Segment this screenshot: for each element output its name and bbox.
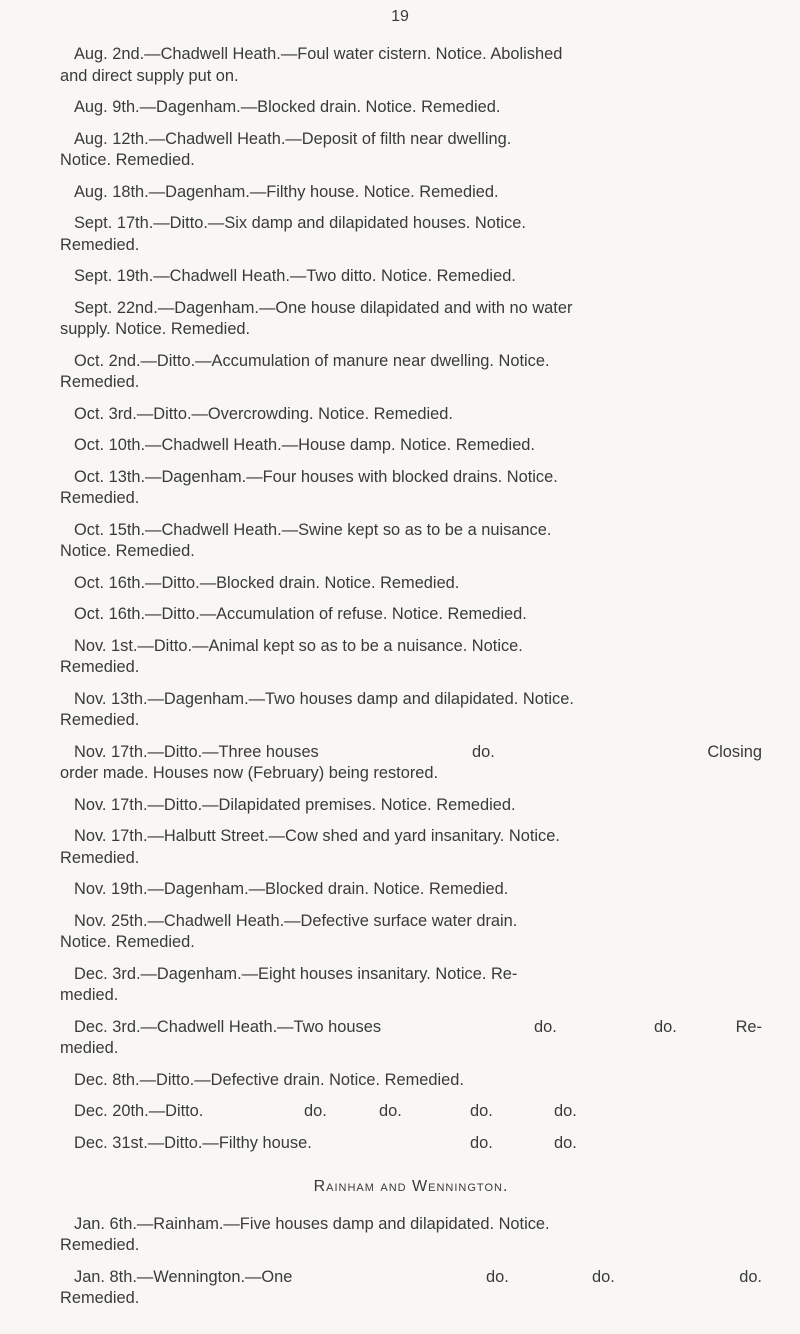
entry: [60, 467, 762, 510]
ditto-mark: do.: [554, 1102, 577, 1120]
entry-continuation: Notice. Remedied.: [60, 933, 195, 951]
entry-text: Oct. 3rd.—Ditto.—Overcrowding. Notice. Remedied.: [74, 404, 453, 423]
entry-text: Oct. 10th.—Chadwell Heath.—House damp. Notice. Remedied.: [74, 436, 535, 454]
entry-continuation: Remedied.: [60, 489, 140, 507]
ditto-mark: do.: [739, 1267, 762, 1286]
ditto-mark: do.: [470, 1133, 493, 1152]
entry-continuation: medied.: [60, 1039, 119, 1057]
entry-dec20: [60, 1101, 762, 1123]
entry-nov17-closing: [60, 742, 762, 785]
entry: [60, 182, 762, 204]
entry-jan8: [60, 1267, 762, 1310]
entry-text: Nov. 25th.—Chadwell Heath.—Defective surface water drain.: [74, 911, 518, 930]
entry-text: Oct. 13th.—Dagenham.—Four houses with blocked drains. Notice.: [74, 467, 558, 486]
entry-continuation: Remedied.: [60, 848, 140, 867]
entry: [60, 520, 762, 563]
ditto-mark: do.: [472, 742, 495, 761]
entry-continuation: Remedied.: [60, 373, 140, 391]
entry-continuation: Remedied.: [60, 1236, 140, 1254]
entry-text: Sept. 22nd.—Dagenham.—One house dilapidated and with no water: [74, 298, 573, 317]
entry-text: Nov. 13th.—Dagenham.—Two houses damp and dilapidated. Notice.: [74, 689, 574, 708]
entry-continuation: and direct supply put on.: [60, 66, 239, 85]
entry: [60, 795, 762, 817]
entry: [60, 404, 762, 426]
entry-dec31: [60, 1133, 762, 1155]
entry-text: Oct. 15th.—Chadwell Heath.—Swine kept so as to be a nuisance.: [74, 520, 552, 539]
entry-text: Oct. 16th.—Ditto.—Accumulation of refuse. Notice. Remedied.: [74, 605, 527, 623]
entry-continuation: Remedied.: [60, 658, 140, 676]
ditto-mark: do.: [554, 1133, 577, 1152]
entry-continuation: order made. Houses now (February) being restored.: [60, 764, 439, 782]
entry-text: Sept. 19th.—Chadwell Heath.—Two ditto. Notice. Remedied.: [74, 267, 516, 285]
entry-text: Closing: [707, 742, 762, 761]
entry-text: Dec. 31st.—Ditto.—Filthy house.: [74, 1133, 312, 1152]
ditto-mark: do.: [534, 1017, 557, 1036]
entry: [60, 826, 762, 869]
entry: [60, 689, 762, 732]
entry: [60, 351, 762, 394]
entry: [60, 604, 762, 626]
entry: [60, 44, 762, 87]
entry-continuation: Remedied.: [60, 1289, 140, 1307]
entry-text: Aug. 18th.—Dagenham.—Filthy house. Notice. Remedied.: [74, 182, 499, 201]
entries-group-a: [60, 44, 762, 732]
ditto-mark: do.: [470, 1102, 493, 1120]
entry: [60, 266, 762, 288]
entry-text: Dec. 3rd.—Dagenham.—Eight houses insanitary. Notice. Re-: [74, 964, 518, 983]
entry-continuation: Remedied.: [60, 235, 140, 254]
entry: [60, 911, 762, 954]
section-heading: Rainham and Wennington.: [313, 1178, 509, 1195]
entry-text: Aug. 9th.—Dagenham.—Blocked drain. Notice. Remedied.: [74, 98, 501, 116]
page-number: 19: [391, 8, 409, 25]
entry-text: Aug. 12th.—Chadwell Heath.—Deposit of filth near dwelling.: [74, 129, 512, 148]
entry-text: Dec. 3rd.—Chadwell Heath.—Two houses: [74, 1017, 382, 1036]
entry-continuation: Notice. Remedied.: [60, 542, 195, 560]
entry: [60, 97, 762, 119]
entry: [60, 435, 762, 457]
document-body: [60, 44, 762, 1320]
entry-text: Nov. 17th.—Ditto.—Dilapidated premises. Notice. Remedied.: [74, 795, 516, 814]
entries-group-b: [60, 795, 762, 1007]
entry: [60, 129, 762, 172]
ditto-mark: do.: [486, 1267, 509, 1286]
entry-text: Aug. 2nd.—Chadwell Heath.—Foul water cistern. Notice. Abolished: [74, 45, 563, 63]
entry-text: Nov. 17th.—Ditto.—Three houses: [74, 742, 319, 761]
ditto-mark: do.: [304, 1102, 327, 1120]
entry-text: Dec. 20th.—Ditto.: [74, 1102, 204, 1120]
entry-text: Oct. 16th.—Ditto.—Blocked drain. Notice. Remedied.: [74, 573, 460, 592]
ditto-mark: do.: [379, 1102, 402, 1120]
entry-continuation: Remedied.: [60, 711, 140, 729]
entry-text: Dec. 8th.—Ditto.—Defective drain. Notice. Remedied.: [74, 1070, 464, 1089]
entry: [60, 573, 762, 595]
entry-text: Sept. 17th.—Ditto.—Six damp and dilapidated houses. Notice.: [74, 214, 526, 232]
entry-text: Re-: [735, 1017, 762, 1036]
entry-text: Jan. 8th.—Wennington.—One: [74, 1267, 293, 1286]
entry-continuation: supply. Notice. Remedied.: [60, 320, 251, 338]
entry-text: Nov. 19th.—Dagenham.—Blocked drain. Notice. Remedied.: [74, 880, 509, 898]
ditto-mark: do.: [592, 1267, 615, 1286]
entry-text: Jan. 6th.—Rainham.—Five houses damp and dilapidated. Notice.: [74, 1214, 550, 1233]
entry-text: Oct. 2nd.—Ditto.—Accumulation of manure near dwelling. Notice.: [74, 351, 550, 370]
entry: [60, 636, 762, 679]
ditto-mark: do.: [654, 1017, 677, 1036]
entry-continuation: medied.: [60, 986, 119, 1004]
entry: [60, 298, 762, 341]
entry-jan6: [60, 1214, 762, 1257]
entry-continuation: Notice. Remedied.: [60, 151, 195, 169]
entry: [60, 964, 762, 1007]
entry-text: Nov. 1st.—Ditto.—Animal kept so as to be a nuisance. Notice.: [74, 636, 523, 655]
entry: [60, 213, 762, 256]
entry-dec3-chadwell: [60, 1017, 762, 1060]
entry: [60, 879, 762, 901]
entry-dec8: [60, 1070, 762, 1092]
entry-text: Nov. 17th.—Halbutt Street.—Cow shed and yard insanitary. Notice.: [74, 827, 560, 845]
